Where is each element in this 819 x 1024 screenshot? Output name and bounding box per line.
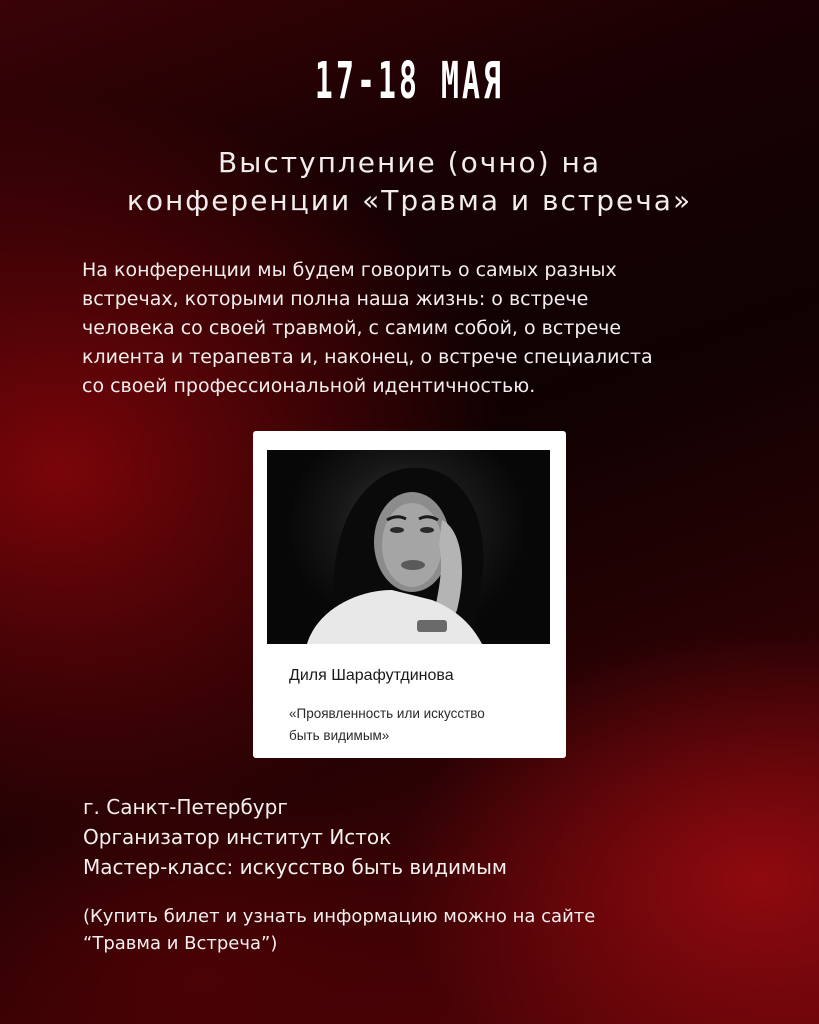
event-date: 17-18 МАЯ bbox=[314, 52, 505, 111]
event-city: г. Санкт-Петербург bbox=[83, 795, 288, 819]
intro-paragraph bbox=[82, 256, 742, 401]
intro-line: клиента и терапевта и, наконец, о встрече специалиста bbox=[82, 346, 653, 368]
ticket-note bbox=[83, 903, 595, 957]
talk-title-line: «Проявленность или искусство bbox=[289, 706, 485, 721]
intro-line: встречах, которыми полна наша жизнь: о встрече bbox=[82, 288, 589, 310]
intro-line: На конференции мы будем говорить о самых разных bbox=[82, 259, 617, 281]
event-subtitle-line-1: Выступление (очно) на bbox=[218, 146, 601, 179]
talk-title-line: быть видимым» bbox=[289, 728, 390, 743]
ticket-note-line: (Купить билет и узнать информацию можно на сайте bbox=[83, 906, 596, 927]
speaker-card bbox=[253, 431, 566, 758]
talk-title bbox=[289, 703, 539, 747]
ticket-note-line: “Травма и Встреча”) bbox=[83, 933, 278, 954]
event-masterclass: Мастер-класс: искусство быть видимым bbox=[83, 855, 508, 879]
event-subtitle-line-2: конференции «Травма и встреча» bbox=[126, 184, 693, 217]
speaker-photo bbox=[267, 450, 550, 644]
event-details bbox=[83, 792, 507, 882]
intro-line: со своей профессиональной идентичностью. bbox=[82, 375, 536, 397]
intro-line: человека со своей травмой, с самим собой, о встрече bbox=[82, 317, 622, 339]
speaker-name: Диля Шарафутдинова bbox=[289, 667, 454, 684]
event-organizer: Организатор институт Исток bbox=[83, 825, 392, 849]
